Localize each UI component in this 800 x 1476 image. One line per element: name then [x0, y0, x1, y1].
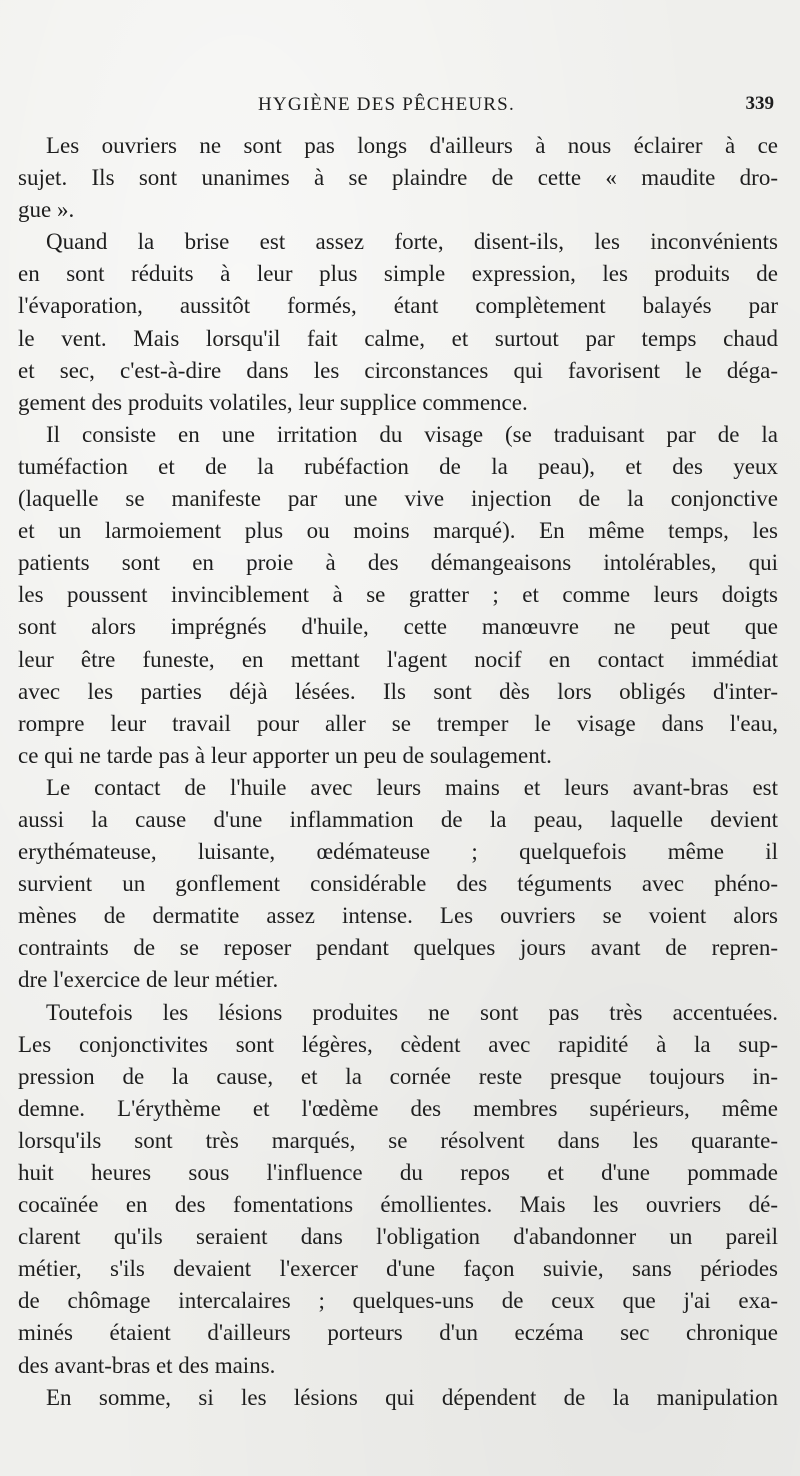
- text-line: erythémateuse, luisante, œdémateuse ; quelquefois même il: [18, 839, 778, 865]
- text-line: lorsqu'ils sont très marqués, se résolvent dans les quarante-: [18, 1127, 778, 1153]
- text-line: huit heures sous l'influence du repos et d'une pommade: [18, 1160, 778, 1185]
- text-line: contraints de se reposer pendant quelques jours avant de repren-: [18, 935, 778, 961]
- text-line: sujet. Ils sont unanimes à se plaindre de cette « maudite dro-: [18, 165, 778, 191]
- running-head: [258, 94, 778, 124]
- text-line: Les ouvriers ne sont pas longs d'ailleurs à nous éclairer à ce: [46, 133, 778, 158]
- text-line: Quand la brise est assez forte, disent-ils, les inconvénients: [46, 229, 778, 255]
- text-line: des avant-bras et des mains.: [18, 1352, 276, 1378]
- text-line: (laquelle se manifeste par une vive injection de la conjonctive: [18, 486, 778, 512]
- text-line: pression de la cause, et la cornée reste presque toujours in-: [18, 1063, 778, 1089]
- text-line: l'évaporation, aussitôt formés, étant complètement balayés par: [18, 293, 778, 319]
- text-line: dre l'exercice de leur métier.: [18, 967, 279, 993]
- text-line: Les conjonctivites sont légères, cèdent avec rapidité à la sup-: [18, 1031, 778, 1057]
- text-line: survient un gonflement considérable des téguments avec phéno-: [18, 871, 778, 897]
- text-line: et sec, c'est-à-dire dans les circonstances qui favorisent le déga-: [18, 357, 778, 383]
- text-line: de chômage intercalaires ; quelques-uns de ceux que j'ai exa-: [18, 1288, 778, 1314]
- text-line: mènes de dermatite assez intense. Les ouvriers se voient alors: [18, 903, 778, 929]
- text-line: cocaïnée en des fomentations émollientes. Mais les ouvriers dé-: [18, 1192, 778, 1218]
- text-line: Le contact de l'huile avec leurs mains et leurs avant-bras est: [46, 774, 778, 800]
- page-number: 339: [745, 93, 774, 114]
- text-line: métier, s'ils devaient l'exercer d'une façon suivie, sans périodes: [18, 1256, 778, 1282]
- body-text: [18, 130, 778, 1414]
- text-line: En somme, si les lésions qui dépendent de la manipulation: [46, 1384, 778, 1410]
- text-line: tuméfaction et de la rubéfaction de la peau), et des yeux: [18, 453, 778, 479]
- text-line: et un larmoiement plus ou moins marqué). En même temps, les: [18, 518, 778, 544]
- text-line: leur être funeste, en mettant l'agent nocif en contact immédiat: [18, 646, 778, 672]
- text-line: patients sont en proie à des démangeaisons intolérables, qui: [18, 550, 778, 576]
- text-line: clarent qu'ils seraient dans l'obligation d'abandonner un pareil: [18, 1224, 778, 1250]
- text-line: avec les parties déjà lésées. Ils sont dès lors obligés d'inter-: [18, 678, 778, 704]
- text-line: en sont réduits à leur plus simple expression, les produits de: [18, 261, 778, 287]
- text-line: Toutefois les lésions produites ne sont pas très accentuées.: [46, 999, 778, 1025]
- text-line: demne. L'érythème et l'œdème des membres supérieurs, même: [18, 1095, 778, 1121]
- text-line: sont alors imprégnés d'huile, cette manœuvre ne peut que: [18, 614, 778, 640]
- text-line: ce qui ne tarde pas à leur apporter un peu de soulagement.: [18, 742, 552, 768]
- text-line: rompre leur travail pour aller se tremper le visage dans l'eau,: [18, 710, 778, 736]
- text-line: le vent. Mais lorsqu'il fait calme, et surtout par temps chaud: [18, 325, 778, 351]
- text-line: gue ».: [18, 197, 75, 223]
- text-line: gement des produits volatiles, leur supplice commence.: [18, 389, 528, 415]
- text-line: Il consiste en une irritation du visage (se traduisant par de la: [46, 421, 778, 447]
- text-line: minés étaient d'ailleurs porteurs d'un eczéma sec chronique: [18, 1320, 778, 1346]
- text-line: les poussent invinciblement à se gratter ; et comme leurs doigts: [18, 582, 778, 608]
- running-title: HYGIÈNE DES PÊCHEURS.: [258, 94, 515, 115]
- text-line: aussi la cause d'une inflammation de la peau, laquelle devient: [18, 806, 778, 832]
